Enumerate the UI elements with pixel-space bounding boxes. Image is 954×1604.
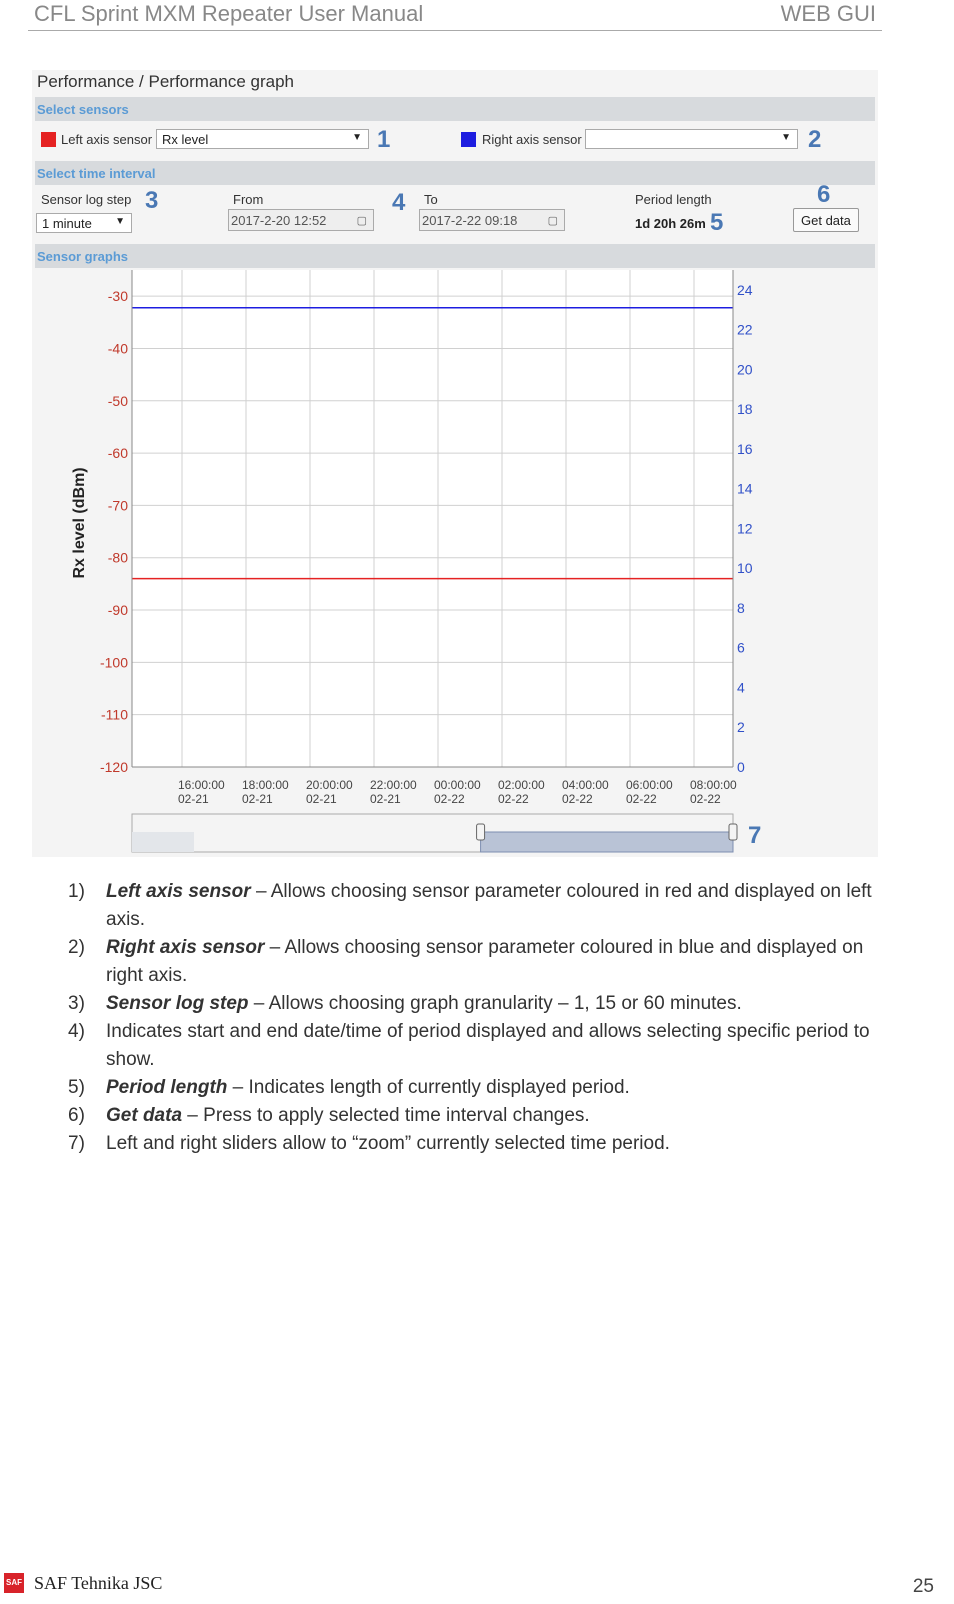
list-item-number: 5)	[68, 1077, 85, 1098]
left-axis-color-swatch	[41, 132, 56, 147]
x-tick-label: 20:00:00	[306, 778, 353, 792]
left-tick-label: -90	[107, 602, 128, 619]
from-datetime-value: 2017-2-20 12:52	[231, 213, 327, 228]
x-tick-label: 22:00:00	[370, 778, 417, 792]
callout-4: 4	[392, 189, 406, 216]
right-tick-label: 24	[737, 281, 753, 298]
company-name: SAF Tehnika JSC	[34, 1573, 163, 1593]
list-item-text: – Press to apply selected time interval changes.	[182, 1105, 590, 1126]
left-axis-select[interactable]	[156, 129, 369, 149]
list-item-term: Period length	[106, 1077, 228, 1098]
x-tick-label: 04:00:00	[562, 778, 609, 792]
zoom-left-handle[interactable]	[477, 824, 485, 840]
zoom-navigator	[132, 814, 737, 852]
left-tick-label: -100	[99, 654, 128, 671]
dropdown-arrow-icon: ▼	[352, 132, 362, 143]
list-item-text: – Indicates length of currently displayed period.	[227, 1077, 630, 1098]
x-tick-label: 06:00:00	[626, 778, 673, 792]
list-item-text: – Allows choosing sensor parameter coloured in red and displayed on left axis.	[106, 881, 872, 930]
left-tick-label: -80	[107, 549, 128, 566]
graph-grid	[132, 270, 733, 767]
right-axis-label: Right axis sensor	[482, 132, 582, 147]
left-tick-label: -110	[101, 706, 128, 723]
left-tick-label: -50	[107, 392, 128, 409]
x-tick-label: 18:00:00	[242, 778, 289, 792]
right-tick-label: 0	[737, 759, 745, 775]
sensor-graph	[32, 266, 878, 857]
list-item-number: 1)	[68, 881, 85, 902]
page-header	[28, 0, 882, 31]
right-tick-label: 12	[737, 520, 753, 537]
to-datetime-field[interactable]	[419, 209, 565, 231]
list-item-number: 4)	[68, 1021, 85, 1042]
right-tick-label: 14	[737, 480, 753, 497]
callout-5: 5	[710, 209, 724, 236]
callout-3: 3	[145, 187, 159, 214]
x-tick-label: 00:00:00	[434, 778, 481, 792]
sensor-graphs-bar	[35, 244, 875, 268]
select-sensors-bar	[35, 97, 875, 121]
period-length-value: 1d 20h 26m	[635, 216, 706, 231]
calendar-icon[interactable]: ▢	[356, 215, 367, 227]
x-tick-date: 02-22	[690, 792, 721, 806]
select-sensors-heading: Select sensors	[37, 102, 129, 117]
x-tick-date: 02-22	[498, 792, 529, 806]
list-item-text: – Allows choosing graph granularity – 1, 15 or 60 minutes.	[248, 993, 742, 1014]
list-item	[68, 1018, 888, 1074]
list-item-term: Get data	[106, 1105, 183, 1126]
list-item-text: Indicates start and end date/time of period displayed and allows selecting specific period to show.	[106, 1021, 870, 1070]
right-tick-label: 8	[737, 599, 745, 616]
select-time-interval-heading: Select time interval	[37, 166, 156, 181]
callout-1: 1	[377, 126, 391, 153]
x-tick-date: 02-21	[242, 792, 273, 806]
get-data-button[interactable]: Get data	[793, 208, 859, 232]
list-item	[68, 1102, 888, 1130]
calendar-icon[interactable]: ▢	[547, 215, 558, 227]
sensor-log-step-select[interactable]	[36, 213, 132, 233]
x-tick-label: 08:00:00	[690, 778, 737, 792]
right-axis-color-swatch	[461, 132, 476, 147]
to-datetime-value: 2017-2-22 09:18	[422, 213, 518, 228]
left-axis-select-value: Rx level	[162, 132, 209, 147]
zoom-preview	[132, 832, 194, 852]
section-title: WEB GUI	[780, 1, 876, 26]
list-item	[68, 1074, 888, 1102]
list-item-number: 6)	[68, 1105, 85, 1126]
sensor-log-step-label: Sensor log step	[41, 192, 132, 207]
right-tick-label: 4	[737, 679, 745, 696]
list-item-term: Right axis sensor	[106, 937, 265, 958]
callout-2: 2	[808, 126, 822, 153]
callout-description-list	[68, 878, 888, 1158]
right-tick-label: 18	[737, 401, 753, 418]
sensor-graphs-heading: Sensor graphs	[37, 249, 129, 264]
x-tick-date: 02-22	[562, 792, 593, 806]
right-tick-label: 2	[737, 719, 745, 736]
left-tick-label: -120	[99, 759, 128, 775]
right-tick-label: 16	[737, 440, 753, 457]
x-tick-date: 02-22	[626, 792, 657, 806]
list-item	[68, 878, 888, 934]
list-item	[68, 1130, 888, 1158]
right-tick-label: 6	[737, 639, 745, 656]
web-gui-screenshot	[32, 70, 878, 857]
list-item-number: 7)	[68, 1133, 85, 1154]
x-tick-date: 02-21	[306, 792, 337, 806]
right-tick-label: 22	[737, 321, 753, 338]
right-axis-select[interactable]	[585, 129, 798, 149]
y-axis-title: Rx level (dBm)	[71, 467, 88, 579]
plot-area	[132, 270, 733, 767]
select-time-interval-bar	[35, 161, 875, 185]
period-length-label: Period length	[635, 192, 712, 207]
page-footer	[0, 1569, 954, 1604]
x-tick-date: 02-22	[434, 792, 465, 806]
to-label: To	[424, 192, 438, 207]
right-tick-label: 20	[737, 361, 753, 378]
x-tick-label: 16:00:00	[178, 778, 225, 792]
saf-logo: SAF	[4, 1573, 24, 1593]
manual-title: CFL Sprint MXM Repeater User Manual	[34, 1, 424, 26]
left-tick-label: -30	[107, 288, 128, 305]
from-datetime-field[interactable]	[228, 209, 374, 231]
list-item-text: Left and right sliders allow to “zoom” currently selected time period.	[106, 1133, 670, 1154]
list-item-term: Sensor log step	[106, 993, 249, 1014]
dropdown-arrow-icon: ▼	[115, 216, 125, 227]
zoom-selection	[481, 832, 733, 852]
left-tick-label: -70	[107, 497, 128, 514]
right-tick-label: 10	[737, 560, 753, 577]
left-tick-label: -60	[107, 445, 128, 462]
zoom-right-handle[interactable]	[729, 824, 737, 840]
list-item-number: 3)	[68, 993, 85, 1014]
x-tick-label: 02:00:00	[498, 778, 545, 792]
x-tick-date: 02-21	[178, 792, 209, 806]
callout-6: 6	[817, 181, 831, 208]
callout-7: 7	[748, 822, 762, 849]
x-tick-date: 02-21	[370, 792, 401, 806]
from-label: From	[233, 192, 264, 207]
left-axis-label: Left axis sensor	[61, 132, 153, 147]
sensor-log-step-value: 1 minute	[42, 216, 92, 231]
list-item	[68, 934, 888, 990]
list-item-number: 2)	[68, 937, 85, 958]
list-item-text: – Allows choosing sensor parameter coloured in blue and displayed on right axis.	[106, 937, 864, 986]
list-item-term: Left axis sensor	[106, 881, 251, 902]
dropdown-arrow-icon: ▼	[781, 132, 791, 143]
page-title: Performance / Performance graph	[37, 72, 295, 91]
list-item	[68, 990, 888, 1018]
page-number: 25	[912, 1576, 934, 1597]
left-tick-label: -40	[107, 340, 128, 357]
